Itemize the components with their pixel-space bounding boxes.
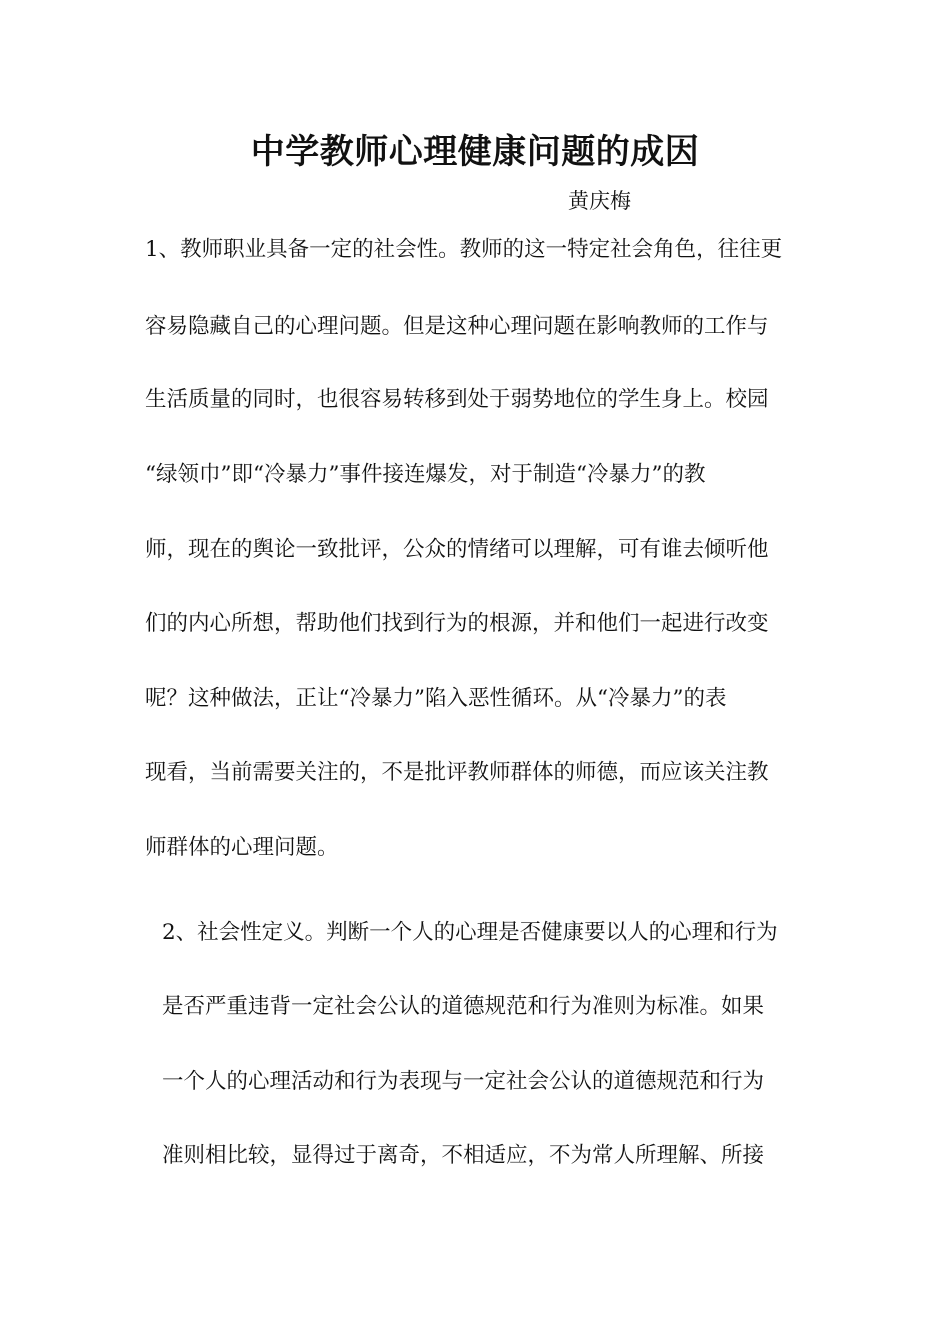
- paragraph-line: 呢？这种做法，正让“冷暴力”陷入恶性循环。从“冷暴力”的表: [145, 686, 727, 711]
- paragraph-line: 是否严重违背一定社会公认的道德规范和行为准则为标准。如果: [162, 994, 765, 1019]
- document-author: 黄庆梅: [568, 189, 631, 213]
- paragraph-line: 1、教师职业具备一定的社会性。教师的这一特定社会角色，往往更: [145, 237, 783, 262]
- paragraph-line: 生活质量的同时，也很容易转移到处于弱势地位的学生身上。校园: [145, 387, 769, 412]
- paragraph-line: “绿领巾”即“冷暴力”事件接连爆发，对于制造“冷暴力”的教: [145, 462, 706, 487]
- paragraph-line: 们的内心所想，帮助他们找到行为的根源，并和他们一起进行改变: [145, 611, 769, 636]
- document-title: 中学教师心理健康问题的成因: [250, 132, 700, 172]
- paragraph-line: 现看，当前需要关注的，不是批评教师群体的师德，而应该关注教: [145, 760, 769, 785]
- paragraph-line: 2、社会性定义。判断一个人的心理是否健康要以人的心理和行为: [162, 920, 778, 945]
- paragraph-line: 准则相比较，显得过于离奇，不相适应，不为常人所理解、所接: [162, 1143, 765, 1168]
- paragraph-line: 师群体的心理问题。: [145, 835, 339, 860]
- paragraph-line: 一个人的心理活动和行为表现与一定社会公认的道德规范和行为: [162, 1069, 765, 1094]
- paragraph-line: 师，现在的舆论一致批评，公众的情绪可以理解，可有谁去倾听他: [145, 537, 769, 562]
- paragraph-line: 容易隐藏自己的心理问题。但是这种心理问题在影响教师的工作与: [145, 314, 769, 339]
